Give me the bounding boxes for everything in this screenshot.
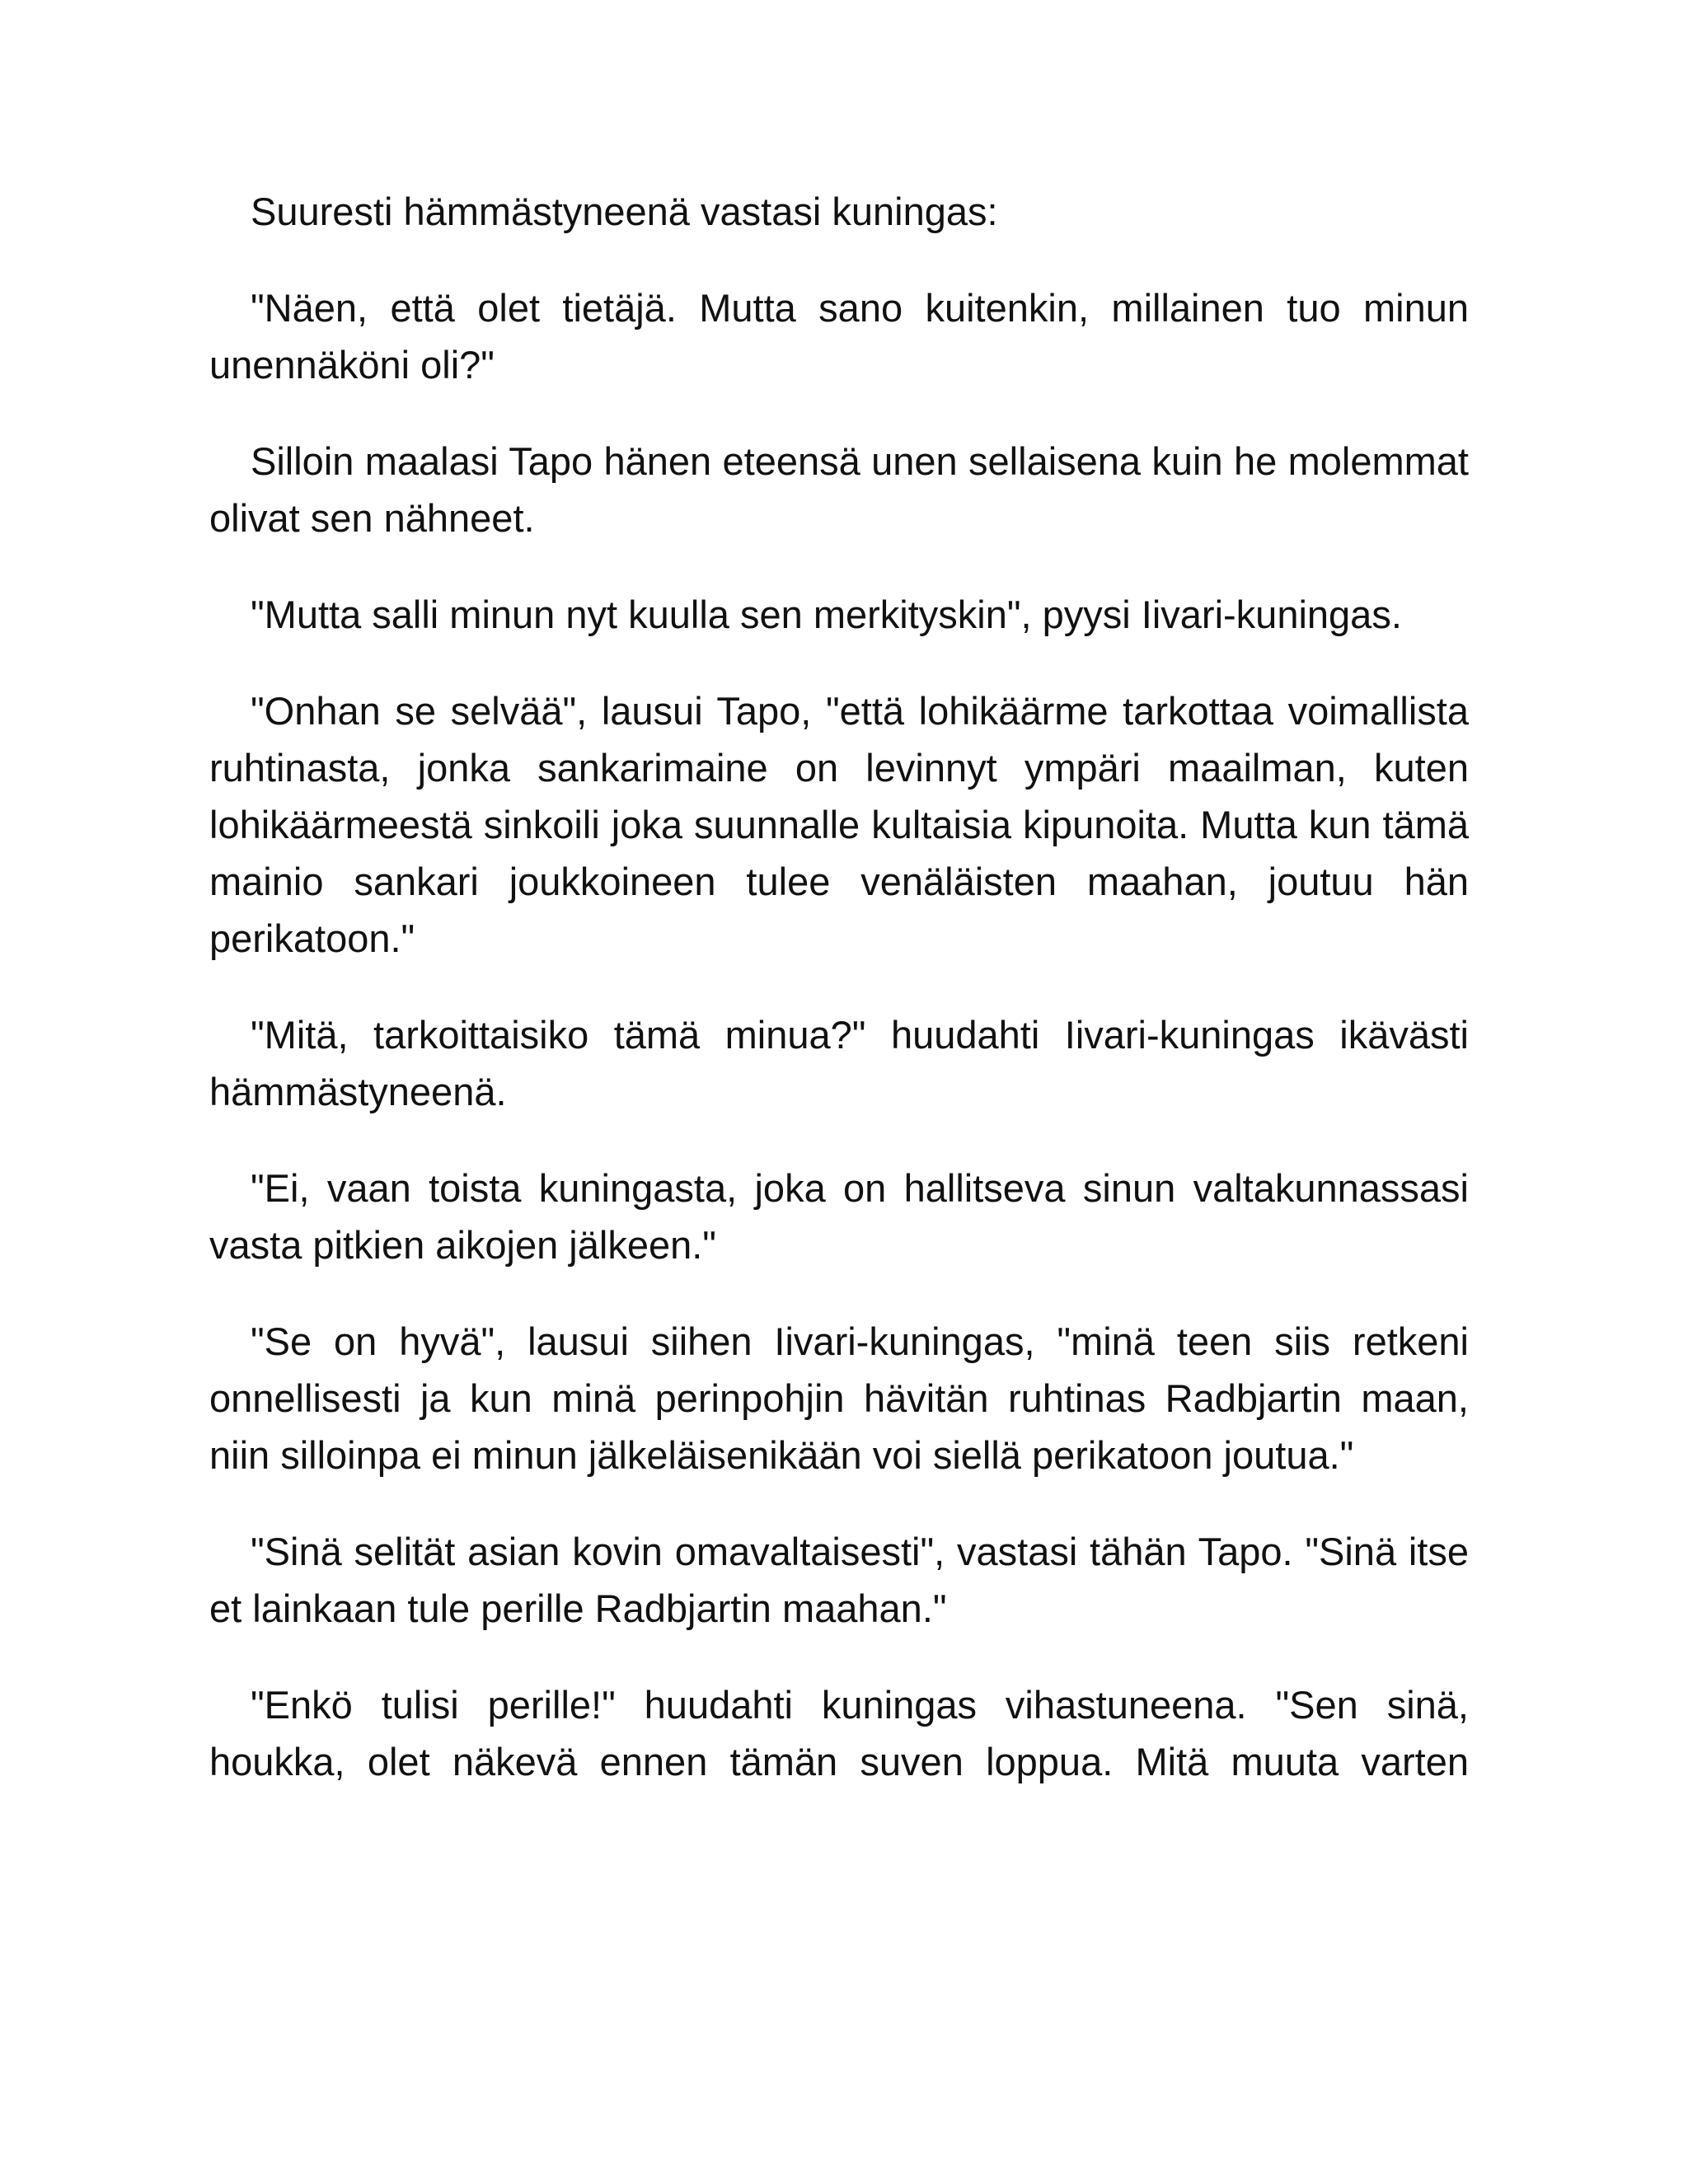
paragraph: "Mutta salli minun nyt kuulla sen merkityskin", pyysi Iivari-kuningas. <box>251 593 1402 636</box>
book-page <box>209 183 1469 1790</box>
paragraph: "Enkö tulisi perille!" huudahti kuningas vihastuneena. "Sen sinä, houkka, olet näkevä ennen tämän suven loppua. Mitä muuta varten <box>209 1683 1469 1783</box>
paragraph: "Sinä selität asian kovin omavaltaisesti", vastasi tähän Tapo. "Sinä itse et lainkaan tule perille Radbjartin maahan." <box>209 1530 1469 1630</box>
paragraph: "Ei, vaan toista kuningasta, joka on hallitseva sinun valtakunnassasi vasta pitkien aikojen jälkeen." <box>209 1166 1469 1267</box>
paragraph: "Onhan se selvää", lausui Tapo, "että lohikäärme tarkottaa voimallista ruhtinasta, jonka sankarimaine on levinnyt ympäri maailman, kuten lohikäärmeestä sinkoili joka suunnalle kultaisia kipunoita. Mutta kun tämä mainio sankari joukkoineen tulee venäläisten maahan, joutuu hän perikatoon." <box>209 689 1469 960</box>
paragraph: "Se on hyvä", lausui siihen Iivari-kuningas, "minä teen siis retkeni onnellisesti ja kun minä perinpohjin hävitän ruhtinas Radbjartin maan, niin silloinpa ei minun jälkeläisenikään voi siellä perikatoon joutua." <box>209 1319 1469 1477</box>
paragraph: Suuresti hämmästyneenä vastasi kuningas: <box>251 190 998 233</box>
paragraph: "Näen, että olet tietäjä. Mutta sano kuitenkin, millainen tuo minun unennäköni oli?" <box>209 286 1469 387</box>
paragraph: "Mitä, tarkoittaisiko tämä minua?" huudahti Iivari-kuningas ikävästi hämmästyneenä. <box>209 1013 1469 1113</box>
paragraph: Silloin maalasi Tapo hänen eteensä unen sellaisena kuin he molemmat olivat sen nähneet. <box>209 439 1469 540</box>
